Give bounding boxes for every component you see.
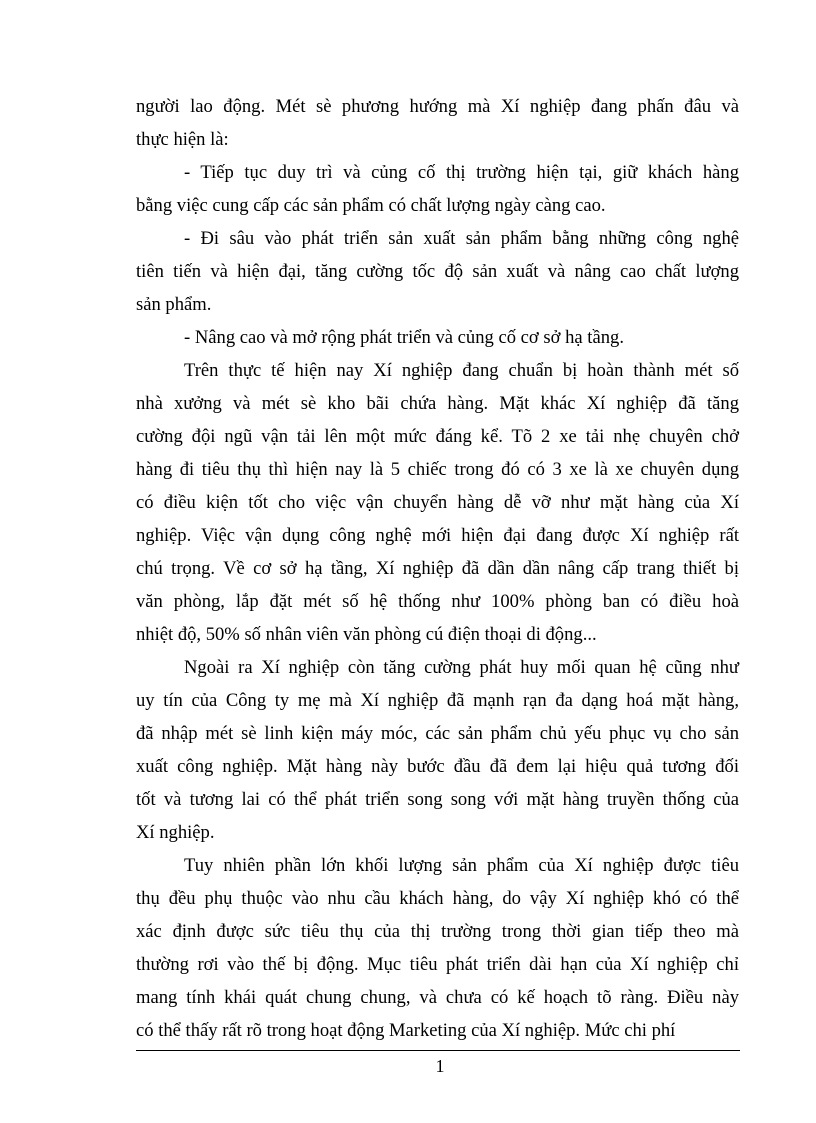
paragraph-1 xyxy=(136,90,739,156)
text-line: thụ đều phụ thuộc vào nhu cầu khách hàng, do vậy Xí nghiệp khó có thể xyxy=(136,888,739,909)
text-line: - Nâng cao và mở rộng phát triển và củng cố cơ sở hạ tầng. xyxy=(184,327,624,348)
paragraph-4 xyxy=(136,321,739,354)
paragraph-5 xyxy=(136,354,739,651)
text-line: có thể thấy rất rõ trong hoạt động Marketing của Xí nghiệp. Mức chi phí xyxy=(136,1020,676,1041)
page-number: 1 xyxy=(435,1056,445,1076)
text-line: đã nhập mét sè linh kiện máy móc, các sản phẩm chủ yếu phục vụ cho sản xyxy=(136,723,739,744)
text-line: sản phẩm. xyxy=(136,294,212,315)
text-line: hàng đi tiêu thụ thì hiện nay là 5 chiếc trong đó có 3 xe là xe chuyên dụng xyxy=(136,459,739,480)
text-line: Ngoài ra Xí nghiệp còn tăng cường phát huy mối quan hệ cũng như xyxy=(184,657,739,678)
text-line: thực hiện là: xyxy=(136,129,229,150)
text-line: văn phòng, lắp đặt mét số hệ thống như 100% phòng ban có điều hoà xyxy=(136,591,739,612)
text-line: chú trọng. Về cơ sở hạ tầng, Xí nghiệp đã dần dần nâng cấp trang thiết bị xyxy=(136,558,739,579)
text-line: xác định được sức tiêu thụ của thị trường trong thời gian tiếp theo mà xyxy=(136,921,739,942)
text-line: Trên thực tế hiện nay Xí nghiệp đang chuẩn bị hoàn thành mét số xyxy=(184,360,739,381)
document-body xyxy=(136,90,739,1047)
text-line: - Tiếp tục duy trì và củng cố thị trường hiện tại, giữ khách hàng xyxy=(184,162,739,183)
text-line: Tuy nhiên phần lớn khối lượng sản phẩm của Xí nghiệp được tiêu xyxy=(184,855,739,876)
text-line: thường rơi vào thế bị động. Mục tiêu phát triển dài hạn của Xí nghiệp chỉ xyxy=(136,954,739,975)
text-line: nghiệp. Việc vận dụng công nghệ mới hiện đại đang được Xí nghiệp rất xyxy=(136,525,739,546)
text-line: xuất công nghiệp. Mặt hàng này bước đầu đã đem lại hiệu quả tương đối xyxy=(136,756,739,777)
text-line: có điều kiện tốt cho việc vận chuyển hàng dễ vỡ như mặt hàng của Xí xyxy=(136,492,739,513)
text-line: tốt và tương lai có thể phát triển song song với mặt hàng truyền thống của xyxy=(136,789,739,810)
text-line: mang tính khái quát chung chung, và chưa có kế hoạch tõ ràng. Điều này xyxy=(136,987,739,1008)
paragraph-3 xyxy=(136,222,739,321)
text-line: nhà xưởng và mét sè kho bãi chứa hàng. Mặt khác Xí nghiệp đã tăng xyxy=(136,393,739,414)
paragraph-7 xyxy=(136,849,739,1047)
text-line: cường đội ngũ vận tải lên một mức đáng kể. Tõ 2 xe tải nhẹ chuyên chở xyxy=(136,426,739,447)
text-line: tiên tiến và hiện đại, tăng cường tốc độ sản xuất và nâng cao chất lượng xyxy=(136,261,739,282)
paragraph-2 xyxy=(136,156,739,222)
text-line: nhiệt độ, 50% số nhân viên văn phòng cú điện thoại di động... xyxy=(136,624,597,645)
text-line: uy tín của Công ty mẹ mà Xí nghiệp đã mạnh rạn đa dạng hoá mặt hàng, xyxy=(136,690,739,711)
text-line: Xí nghiệp. xyxy=(136,822,215,843)
text-line: - Đi sâu vào phát triển sản xuất sản phẩm bằng những công nghệ xyxy=(184,228,739,249)
paragraph-6 xyxy=(136,651,739,849)
footer-divider xyxy=(136,1050,740,1051)
text-line: người lao động. Mét sè phương hướng mà Xí nghiệp đang phấn đâu và xyxy=(136,96,739,117)
text-line: bằng việc cung cấp các sản phẩm có chất lượng ngày càng cao. xyxy=(136,195,606,216)
